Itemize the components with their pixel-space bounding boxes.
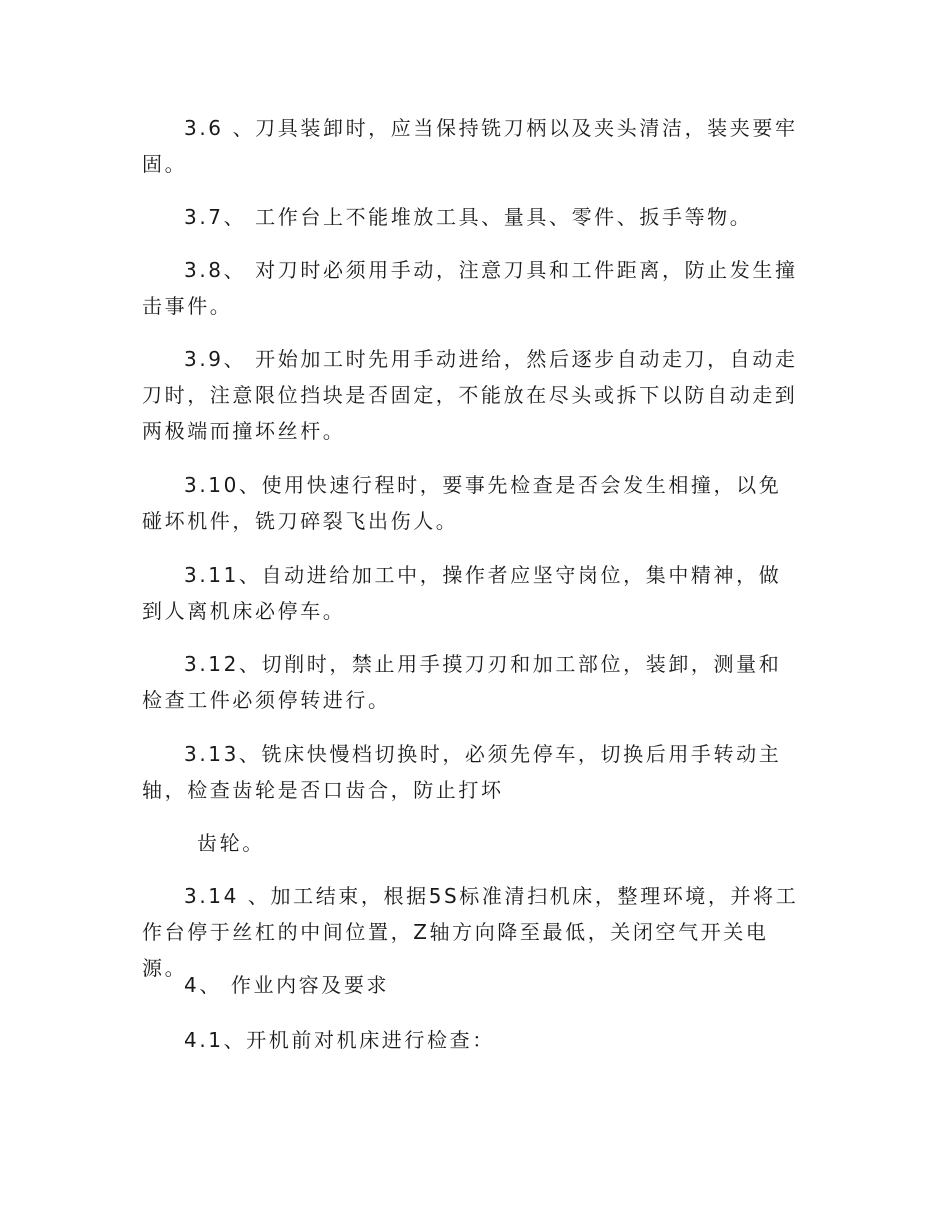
paragraph-4-1: 4.1、开机前对机床进行检查： xyxy=(184,1028,495,1052)
paragraph-3-8: 3.8、 对刀时必须用手动，注意刀具和工件距离，防止发生撞击事件。 xyxy=(142,258,798,318)
paragraph-3-11: 3.11、自动进给加工中，操作者应坚守岗位，集中精神，做到人离机床必停车。 xyxy=(142,563,782,623)
paragraph-3-12: 3.12、切削时，禁止用手摸刀刃和加工部位，装卸，测量和检查工件必须停转进行。 xyxy=(142,652,782,712)
section-heading-4: 4、 作业内容及要求 xyxy=(184,973,390,997)
paragraph-3-10: 3.10、使用快速行程时，要事先检查是否会发生相撞，以免碰坏机件，铣刀碎裂飞出伤人。 xyxy=(142,473,782,533)
paragraph-3-14: 3.14 、加工结束，根据5S标准清扫机床，整理环境，并将工作台停于丝杠的中间位置，Z轴方向降至最低，关闭空气开关电源。 xyxy=(142,884,799,980)
paragraph-3-13: 3.13、铣床快慢档切换时，必须先停车，切换后用手转动主轴，检查齿轮是否口齿合，防止打坏 xyxy=(142,742,782,802)
paragraph-3-9: 3.9、 开始加工时先用手动进给，然后逐步自动走刀，自动走刀时，注意限位挡块是否固定，不能放在尽头或拆下以防自动走到两极端而撞坏丝杆。 xyxy=(142,347,798,443)
paragraph-3-6: 3.6 、刀具装卸时，应当保持铣刀柄以及夹头清洁，装夹要牢固。 xyxy=(142,116,798,176)
paragraph-3-7: 3.7、 工作台上不能堆放工具、量具、零件、扳手等物。 xyxy=(184,205,753,229)
paragraph-3-13-continued: 齿轮。 xyxy=(197,831,265,855)
